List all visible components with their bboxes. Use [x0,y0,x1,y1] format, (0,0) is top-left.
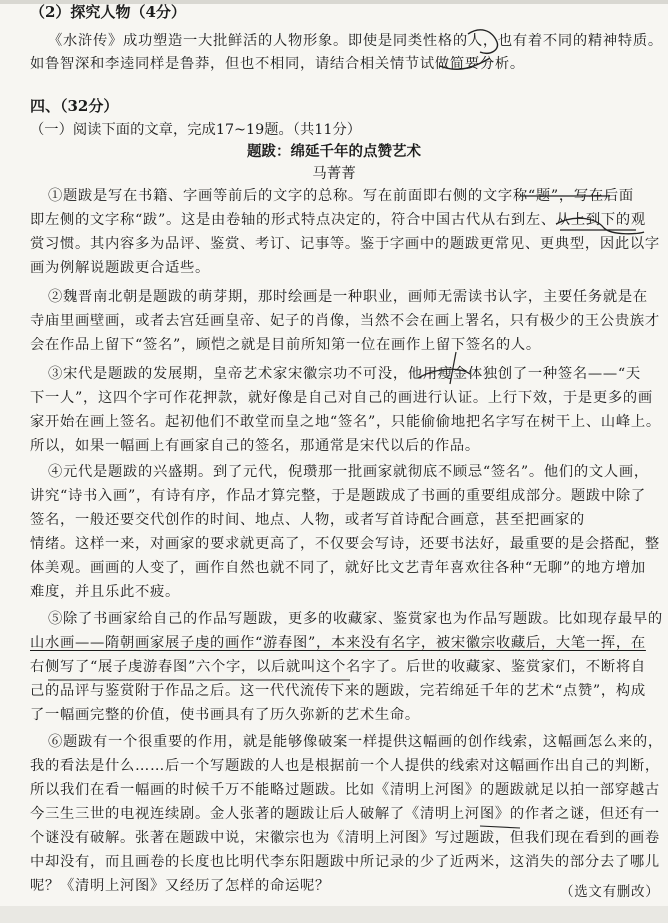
article-line: 所以，如果一幅画上有画家自己的签名，那通常是宋代以后的作品。 [30,438,480,454]
article-line: 签名，一般还要交代创作的时间、地点、人物，或者写首诗配合画意，甚至把画家的 [30,512,585,528]
article-line: 讲究“诗书入画”，有诗有序，作品才算完整，于是题跋成了书画的重要组成部分。题跋中除了 [30,488,646,504]
article-line: ⑤除了书画家给自己的作品写题跋，更多的收藏家、鉴赏家也为作品写题跋。比如现存最早的 [48,611,663,627]
article-line: ①题跋是写在书籍、字画等前后的文字的总称。写在前面即右侧的文字称“题”，写在后面 [48,188,634,204]
article-line: 情绪。这样一来，对画家的要求就更高了，不仅要会写诗，还要书法好，最重要的是会搭配，整 [30,536,660,552]
source-note: （选文有删改） [560,884,660,900]
article-line: 体美观。画画的人变了，画作自然也就不同了，就好比文艺青年喜欢往各种“无聊”的地方增加 [30,560,646,576]
article-line: 今三生三世的电视连续剧。金人张著的题跋让后人破解了《清明上河图》的作者之谜，但还有一 [30,806,660,822]
article-line: ③宋代是题跋的发展期，皇帝艺术家宋徽宗功不可没，他用瘦金体独创了一种签名——“天 [48,366,641,382]
article-line: 画为例解说题跋更合适些。 [30,260,210,276]
article-line: 所以我们在看一幅画的时候千万不能略过题跋。比如《清明上河图》的题跋就足以拍一部穿越古 [30,782,660,798]
section-subheading: （一）阅读下面的文章，完成17~19题。（共11分） [30,122,362,138]
article-line: 即左侧的文字称“跋”。这是由卷轴的形式特点决定的，符合中国古代从右到左、从上到下的观 [30,212,646,228]
article-line: 我的看法是什么……后一个写题跋的人也是根据前一个人提供的线索对这幅画作出自己的判断， [30,758,660,774]
article-line: ②魏晋南北朝是题跋的萌芽期，那时绘画是一种职业，画师无需读书认字，主要任务就是在 [48,289,648,305]
article-line: 中却没有，而且画卷的长度也比明代李东阳题跋中所记录的少了近两米，这消失的部分去了哪儿 [30,854,660,870]
article-line: 了一幅画完整的价值，使书画具有了历久弥新的艺术生命。 [30,707,420,723]
article-line: 呢？《清明上河图》又经历了怎样的命运呢？ [30,878,330,894]
article-title: 题跋：绵延千年的点赞艺术 [247,143,421,160]
article-author: 马菁菁 [312,166,356,182]
article-line: 会在作品上留下“签名”，顾恺之就是目前所知第一位在画作上留下签名的人。 [30,337,541,353]
scan-edge-bottom [0,906,668,923]
q2-heading: （2）探究人物（4分） [30,3,186,21]
article-line: 下一人”，这四个字可作花押款，就好像是自己对自己的画进行认证。上行下效，于是更多的画 [30,390,653,406]
article-line: ④元代是题跋的兴盛期。到了元代，倪瓒那一批画家就彻底不顾忌“签名”。他们的文人画， [48,464,649,480]
article-line: 右侧写了“展子虔游春图”六个字，以后就叫这个名字了。后世的收藏家、鉴赏家们，不断将自 [30,659,646,675]
article-line-underlined: 山水画——隋朝画家展子虔的画作“游春图”，本来没有名字，被宋徽宗收藏后，大笔一挥，在 [30,635,646,651]
article-line: 赏习惯。其内容多为品评、鉴赏、考订、记事等。鉴于字画中的题跋更常见、更典型，因此以字 [30,236,660,252]
q2-text-line-1: 《水浒传》成功塑造一大批鲜活的人物形象。即使是同类性格的人，也有着不同的精神特质。 [48,33,663,49]
article-line: 难度，并且乐此不疲。 [30,584,180,600]
article-line: 寺庙里画壁画，或者去宫廷画皇帝、妃子的肖像，当然不会在画上署名，只有极少的王公贵族才 [30,313,660,329]
article-line: 家开始在画上签名。起初他们不敢堂而皇之地“签名”，只能偷偷地把名字写在树干上、山峰上。 [30,414,661,430]
section-heading: 四、（32分） [30,97,119,115]
q2-text-line-2: 如鲁智深和李逵同样是鲁莽，但也不相同，请结合相关情节试做简要分析。 [30,56,525,72]
article-line: 个谜没有破解。张著在题跋中说，宋徽宗也为《清明上河图》写过题跋，但我们现在看到的画卷 [30,830,660,846]
article-line: 己的品评与鉴赏附于作品之后。这一代代流传下来的题跋，完若绵延千年的艺术“点赞”，构成 [30,683,646,699]
article-line: ⑥题跋有一个很重要的作用，就是能够像破案一样提供这幅画的创作线索，这幅画怎么来的， [48,734,663,750]
